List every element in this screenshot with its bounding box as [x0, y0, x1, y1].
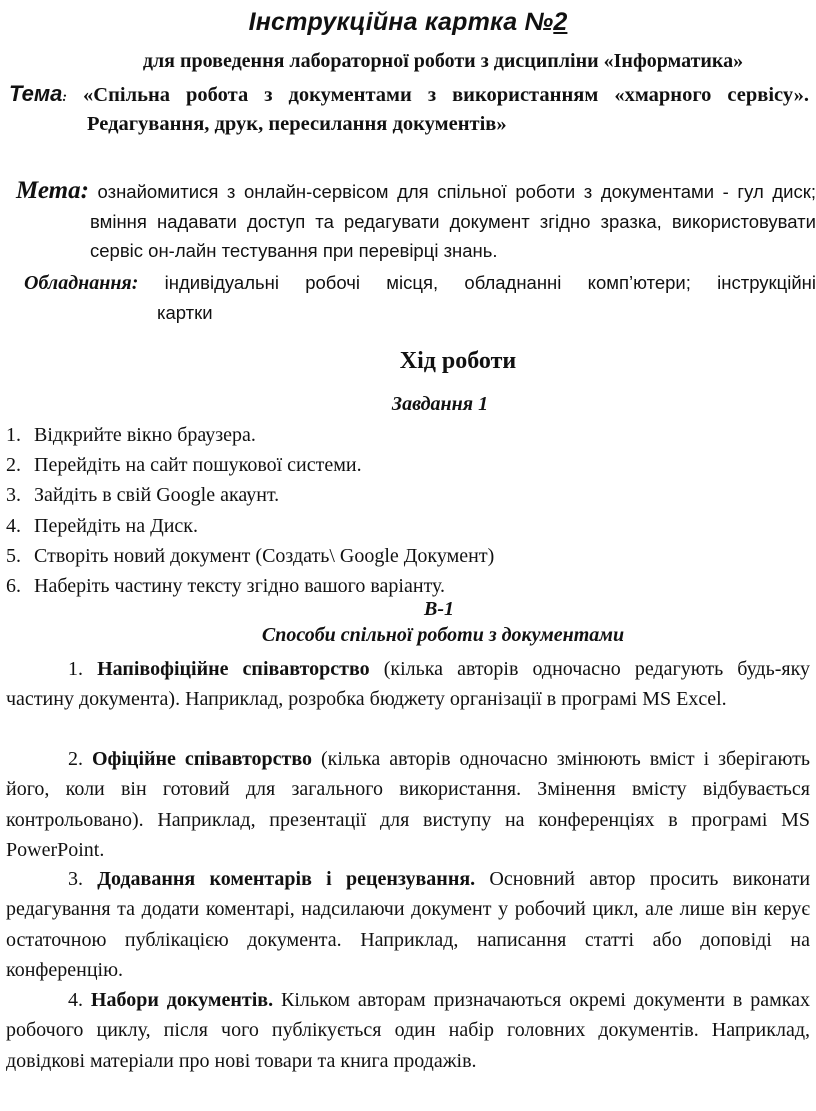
paragraph-2 — [6, 744, 810, 865]
list-item — [6, 420, 494, 450]
step-number: 1. — [6, 424, 21, 446]
step-text: Наберіть частину тексту згідно вашого варіанту. — [34, 575, 446, 598]
list-item — [6, 571, 494, 601]
title-number: 2 — [553, 8, 568, 36]
paragraph-number: 4. — [68, 989, 83, 1011]
paragraph-text: (кілька авторів одночасно змінюють вміст і зберігають його, коли він готовий для загального використання. Змінення вмісту відбувається контрольовано). Наприклад, презентації для виступу на конференціях в програмі MS PowerPoint. — [6, 748, 811, 861]
list-item — [6, 450, 494, 480]
step-text: Відкрийте вікно браузера. — [34, 424, 256, 446]
paragraph-number: 2. — [68, 748, 83, 770]
step-number: 2. — [6, 454, 21, 477]
goal-label: Мета: — [16, 177, 89, 204]
goal-block — [16, 176, 816, 266]
step-text: Перейдіть на сайт пошукової системи. — [34, 454, 362, 477]
paragraph-term: Напівофіційне співавторство — [97, 658, 370, 680]
variant-label: В-1 — [424, 598, 454, 620]
equipment-block — [24, 268, 816, 328]
step-text: Перейдіть на Диск. — [34, 514, 199, 537]
topic-block — [9, 80, 809, 138]
paragraph-3 — [6, 864, 810, 985]
equipment-line-2: картки — [157, 302, 213, 323]
section-heading: Хід роботи — [399, 348, 517, 374]
paragraph-term: Офіційне співавторство — [91, 748, 312, 770]
list-item — [6, 541, 494, 571]
list-item — [6, 480, 494, 510]
subtitle: для проведення лабораторної роботи з дисципліни «Інформатика» — [142, 50, 744, 72]
step-number: 5. — [6, 544, 21, 567]
goal-text: ознайомитися з онлайн-сервісом для спільної роботи з документами - гул диск; вміння надавати доступ та редагувати документ згідно зразка, використовувати сервіс он-лайн тестування при перевірці знань. — [90, 181, 816, 261]
equipment-label: Обладнання: — [24, 272, 139, 294]
task-title: Завдання 1 — [391, 393, 489, 415]
topic-colon: : — [62, 90, 68, 105]
paragraph-1 — [6, 654, 810, 715]
step-text: Зайдіть в свій Google акаунт. — [34, 484, 280, 507]
paragraph-number: 3. — [68, 868, 83, 890]
page-title — [0, 8, 816, 37]
list-item — [6, 511, 494, 541]
topic-line-1 — [9, 80, 809, 111]
topic-line-2: Редагування, друк, пересилання документів» — [87, 113, 507, 135]
paragraph-text: Кільком авторам призначаються окремі документи в рамках робочого циклу, після чого публікується один набір головних документів. Наприклад, довідкові матеріали про нові товари та книга продажів. — [6, 989, 811, 1072]
paragraph-term: Додавання коментарів і рецензування. — [97, 868, 476, 890]
equipment-text-1: індивідуальні робочі місця, обладнанні комп’ютери; інструкційні — [164, 272, 816, 293]
variant-section-title: Способи спільної роботи з документами — [261, 624, 625, 646]
paragraph-text: (кілька авторів одночасно редагують будь-яку частину документа). Наприклад, розробка бюджету організації в програмі MS Excel. — [6, 658, 811, 711]
steps-list — [6, 420, 494, 601]
step-number: 6. — [6, 575, 21, 598]
equipment-line-1 — [24, 268, 816, 298]
step-number: 3. — [6, 484, 21, 507]
paragraph-number: 1. — [68, 658, 83, 680]
paragraph-term: Набори документів. — [90, 989, 274, 1011]
title-text: Інструкційна картка № — [248, 8, 554, 36]
step-number: 4. — [6, 514, 21, 537]
step-text: Створіть новий документ (Создать\ Google Документ) — [34, 544, 495, 567]
topic-text-1: «Спільна робота з документами з використанням «хмарного сервісу». — [83, 84, 810, 106]
paragraph-text: Основний автор просить виконати редагування та додати коментарі, надсилаючи документ у робочий цикл, але лише він керує остаточною публікацією документа. Наприклад, написання статті або доповіді на конференцію. — [6, 868, 811, 981]
topic-label: Тема — [9, 81, 63, 106]
goal-text-block — [16, 176, 816, 266]
paragraph-4 — [6, 985, 810, 1076]
